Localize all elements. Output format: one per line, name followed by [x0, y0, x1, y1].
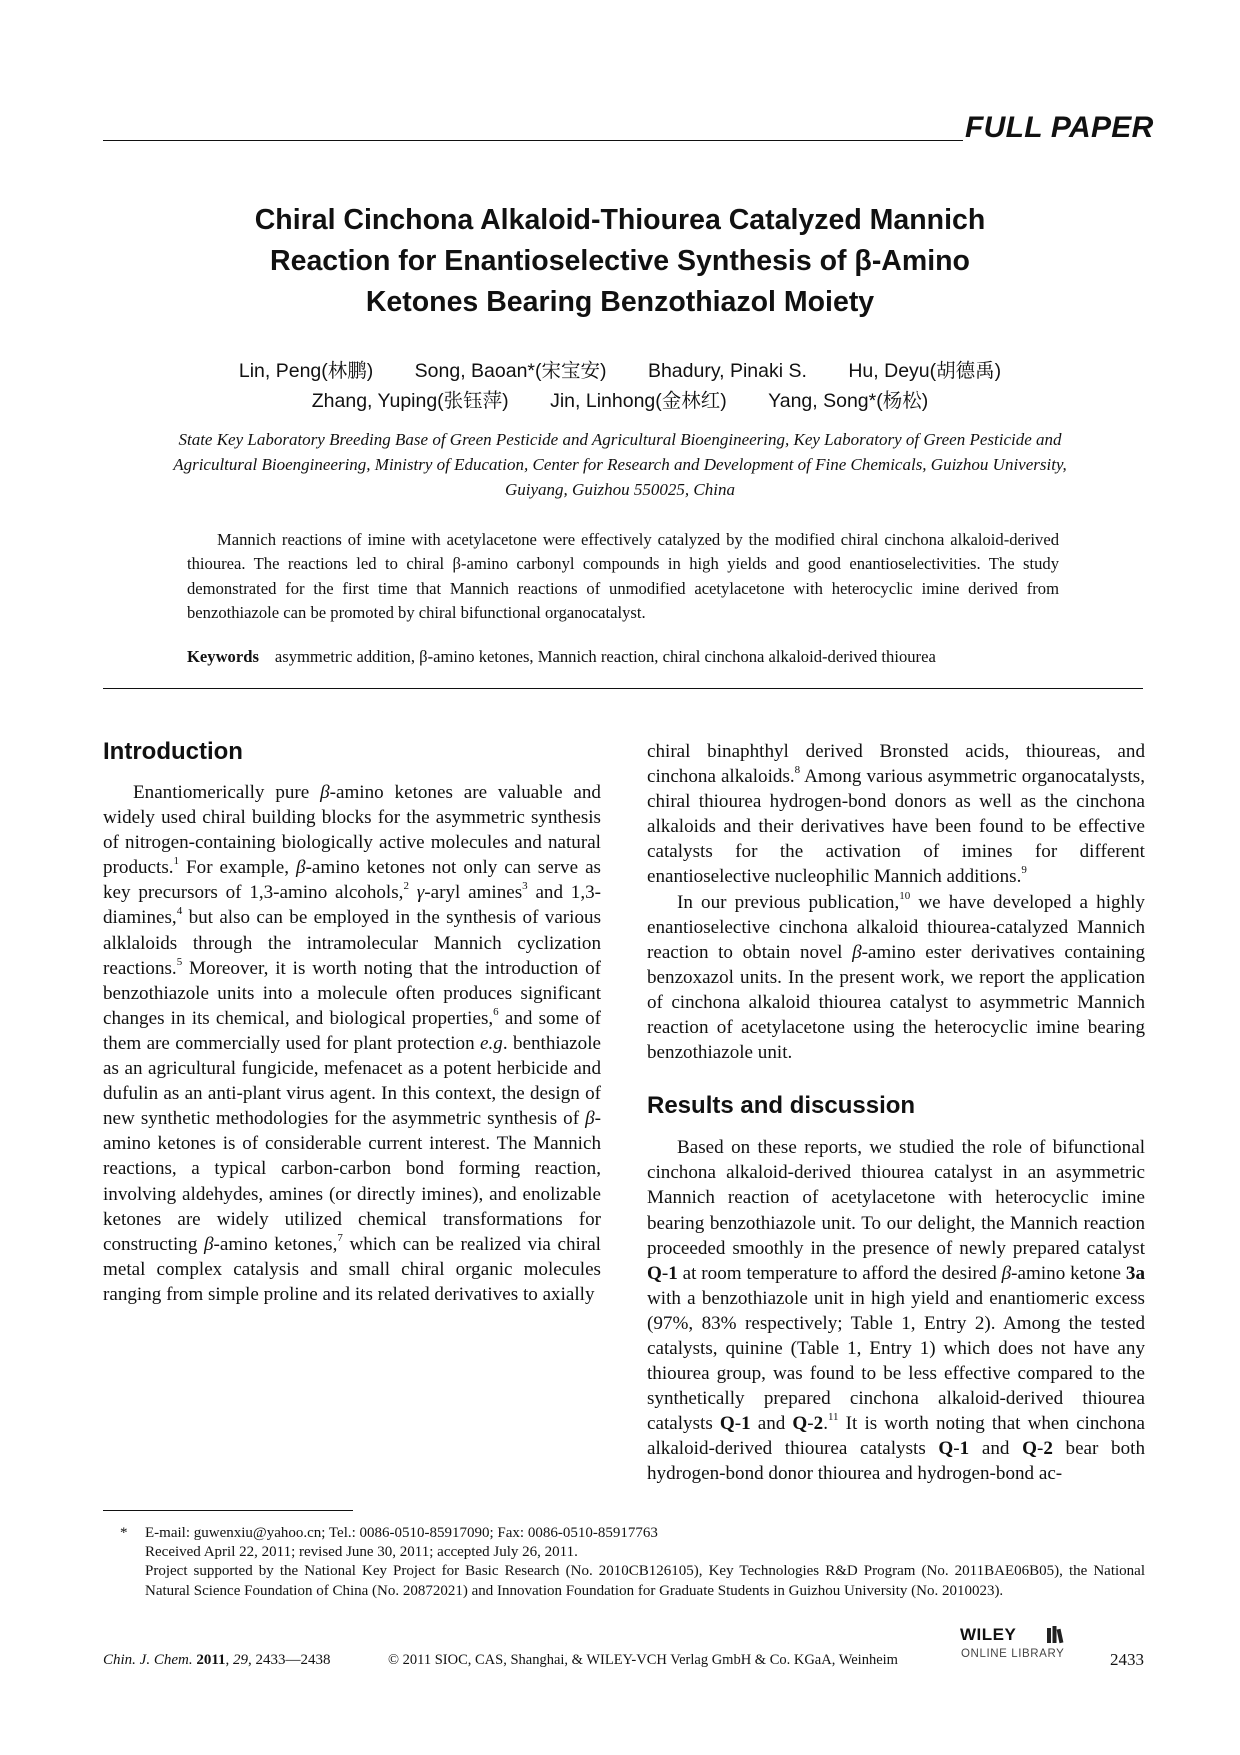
- wiley-logo: [960, 1625, 1070, 1670]
- author-list: [100, 356, 1140, 416]
- citation[interactable]: 5: [176, 955, 183, 968]
- right-column: [647, 739, 1145, 1487]
- citation[interactable]: 9: [1021, 864, 1027, 877]
- citation[interactable]: 8: [794, 764, 801, 777]
- citation[interactable]: 3: [522, 880, 528, 893]
- introduction-paragraph-continued: chiral binaphthyl derived Bronsted acids, thioureas, and cinchona alkaloids.$^8$ Among various asymmetric organocatalysts, chiral thiourea hydrogen-bond donors as well as the cinchona alkaloids and their derivatives have been found to be effective catalysts for the activation of imines for different enantioselective nucleophilic Mannich additions.$^9$: [647, 741, 1145, 888]
- header-rule: [103, 140, 963, 141]
- journal-name: Chin. J. Chem.: [103, 1652, 193, 1668]
- author-row-2: [100, 386, 1140, 416]
- left-column: [103, 737, 601, 1307]
- contact-footnote: E-mail: guwenxiu@yahoo.cn; Tel.: 0086-0510-85917090; Fax: 0086-0510-85917763: [145, 1525, 658, 1541]
- funding-footnote: Project supported by the National Key Project for Basic Research (No. 2010CB126105), Key Technologies R&D Program (No. 2011BAE06B05), the National Natural Science Foundation of China (No. 20872021) and Innovation Foundation for Graduate Students in Guizhou University (No. 2010023).: [145, 1563, 1145, 1599]
- keywords-text: asymmetric addition, β-amino ketones, Mannich reaction, chiral cinchona alkaloid-derived thiourea: [274, 647, 936, 666]
- journal-citation: Chin. J. Chem. 2011, 29, 2433—2438: [103, 1652, 331, 1668]
- section-label: FULL PAPER: [965, 111, 1154, 144]
- title-line-2: Reaction for Enantioselective Synthesis of β-Amino: [270, 245, 970, 277]
- keywords: [187, 645, 1087, 669]
- introduction-paragraph-2: In our previous publication,$^{10}$ we have developed a highly enantioselective cinchona alkaloid thiourea-catalyzed Mannich reaction to obtain novel β-amino ester derivatives containing benzoxazol units. In the present work, we report the application of cinchona alkaloid thiourea catalyst to asymmetric Mannich reaction of acetylacetone using the heterocyclic imine bearing benzothiazole unit.: [647, 889, 1145, 1064]
- citation[interactable]: 7: [337, 1231, 343, 1244]
- book-icon: [1046, 1625, 1068, 1645]
- abstract: Mannich reactions of imine with acetylacetone were effectively catalyzed by the modified chiral cinchona alkaloid-derived thiourea. The reactions led to chiral β-amino carbonyl compounds in high yields and good enantioselectivities. The study demonstrated for the first time that Mannich reactions of unmodified acetylacetone with heterocyclic imine derived from benzothiazole can be promoted by chiral bifunctional organocatalyst.: [187, 530, 1059, 623]
- journal-pages: , 2433—2438: [248, 1652, 331, 1668]
- author: Jin, Linhong(金林红): [550, 390, 727, 412]
- citation[interactable]: 1: [173, 855, 180, 868]
- citation[interactable]: 4: [176, 905, 183, 918]
- copyright: © 2011 SIOC, CAS, Shanghai, & WILEY-VCH Verlag GmbH & Co. KGaA, Weinheim: [388, 1652, 898, 1668]
- author-row-1: [100, 356, 1140, 386]
- wiley-logo-sub: ONLINE LIBRARY: [961, 1648, 1065, 1660]
- citation[interactable]: 6: [493, 1005, 499, 1018]
- author: Song, Baoan*(宋宝安): [414, 360, 607, 382]
- introduction-paragraph: Enantiomerically pure β-amino ketones are valuable and widely used chiral building blocks for the asymmetric synthesis of nitrogen-containing biologically active molecules and natural products.$^1$ For example, β-amino ketones not only can serve as key precursors of 1,3-amino alcohols,$^2$ γ-aryl amines$^3$ and 1,3-diamines,$^4$ but also can be employed in the synthesis of various alklaloids through the intramolecular Mannich cyclization reactions.$^5$ Moreover, it is worth noting that the introduction of benzothiazole units into a molecule often produces significant changes in its chemical, and biological properties,$^6$ and some of them are commercially used for plant protection e.g. benthiazole as an agricultural fungicide, mefenacet as a potent herbicide and dufulin as an anti-plant virus agent. In this context, the design of new synthetic methodologies for the asymmetric synthesis of β-amino ketones is of considerable current interest. The Mannich reactions, a typical carbon-carbon bond forming reaction, involving aldehydes, amines (or directly imines), and enolizable ketones are widely utilized chemical transformations for constructing β-amino ketones,$^7$ which can be realized via chiral metal complex catalysis and small chiral organic molecules ranging from simple proline and its related derivatives to axially: [103, 782, 602, 1305]
- journal-year: 2011: [196, 1652, 226, 1668]
- wiley-logo-brand: WILEY: [960, 1625, 1017, 1644]
- author: Yang, Song*(杨松): [768, 390, 929, 412]
- title-line-3: Ketones Bearing Benzothiazol Moiety: [365, 286, 875, 318]
- results-paragraph: Based on these reports, we studied the role of bifunctional cinchona alkaloid-derived thiourea catalyst in an asymmetric Mannich reaction of acetylacetone with heterocyclic imine bearing benzothiazole unit. To our delight, the Mannich reaction proceeded smoothly in the presence of newly prepared catalyst Q-1 at room temperature to afford the desired β-amino ketone 3a with a benzothiazole unit in high yield and enantiomeric excess (97%, 83% respectively; Table 1, Entry 2). Among the tested catalysts, quinine (Table 1, Entry 1) which does not have any thiourea group, was found to be less effective compared to the synthetically prepared cinchona alkaloid-derived thiourea catalysts Q-1 and Q-2.11 It is worth noting that when cinchona alkaloid-derived thiourea catalysts Q-1 and Q-2 bear both hydrogen-bond donor thiourea and hydrogen-bond ac-: [647, 1137, 1145, 1485]
- abstract-rule: [103, 688, 1143, 689]
- introduction-heading: Introduction: [103, 738, 243, 765]
- footnotes: [120, 1524, 1145, 1601]
- keywords-label: Keywords: [187, 647, 259, 666]
- journal-volume: 29: [233, 1652, 249, 1668]
- title-line-1: Chiral Cinchona Alkaloid-Thiourea Catalyzed Mannich: [254, 204, 986, 236]
- footnote-rule: [103, 1510, 353, 1511]
- author: Bhadury, Pinaki S.: [647, 360, 807, 382]
- citation[interactable]: 11: [827, 1411, 839, 1424]
- results-heading: Results and discussion: [647, 1092, 916, 1120]
- author: Lin, Peng(林鹏): [238, 360, 374, 382]
- received-footnote: Received April 22, 2011; revised June 30, 2011; accepted July 26, 2011.: [145, 1544, 578, 1561]
- author: Hu, Deyu(胡德禹): [848, 360, 1002, 382]
- affiliation: State Key Laboratory Breeding Base of Green Pesticide and Agricultural Bioengineering, Key Laboratory of Green Pesticide and Agricultural Bioengineering, Ministry of Education, Center for Research and Development of Fine Chemicals, Guizhou University, Guiyang, Guizhou 550025, China: [173, 430, 1067, 499]
- page-number: 2433: [1110, 1650, 1144, 1669]
- corresponding-author-mark: *: [120, 1525, 128, 1541]
- citation[interactable]: 10: [899, 889, 911, 902]
- author: Zhang, Yuping(张钰萍): [311, 390, 509, 412]
- paper-title: [150, 200, 1090, 323]
- citation[interactable]: 2: [403, 880, 409, 893]
